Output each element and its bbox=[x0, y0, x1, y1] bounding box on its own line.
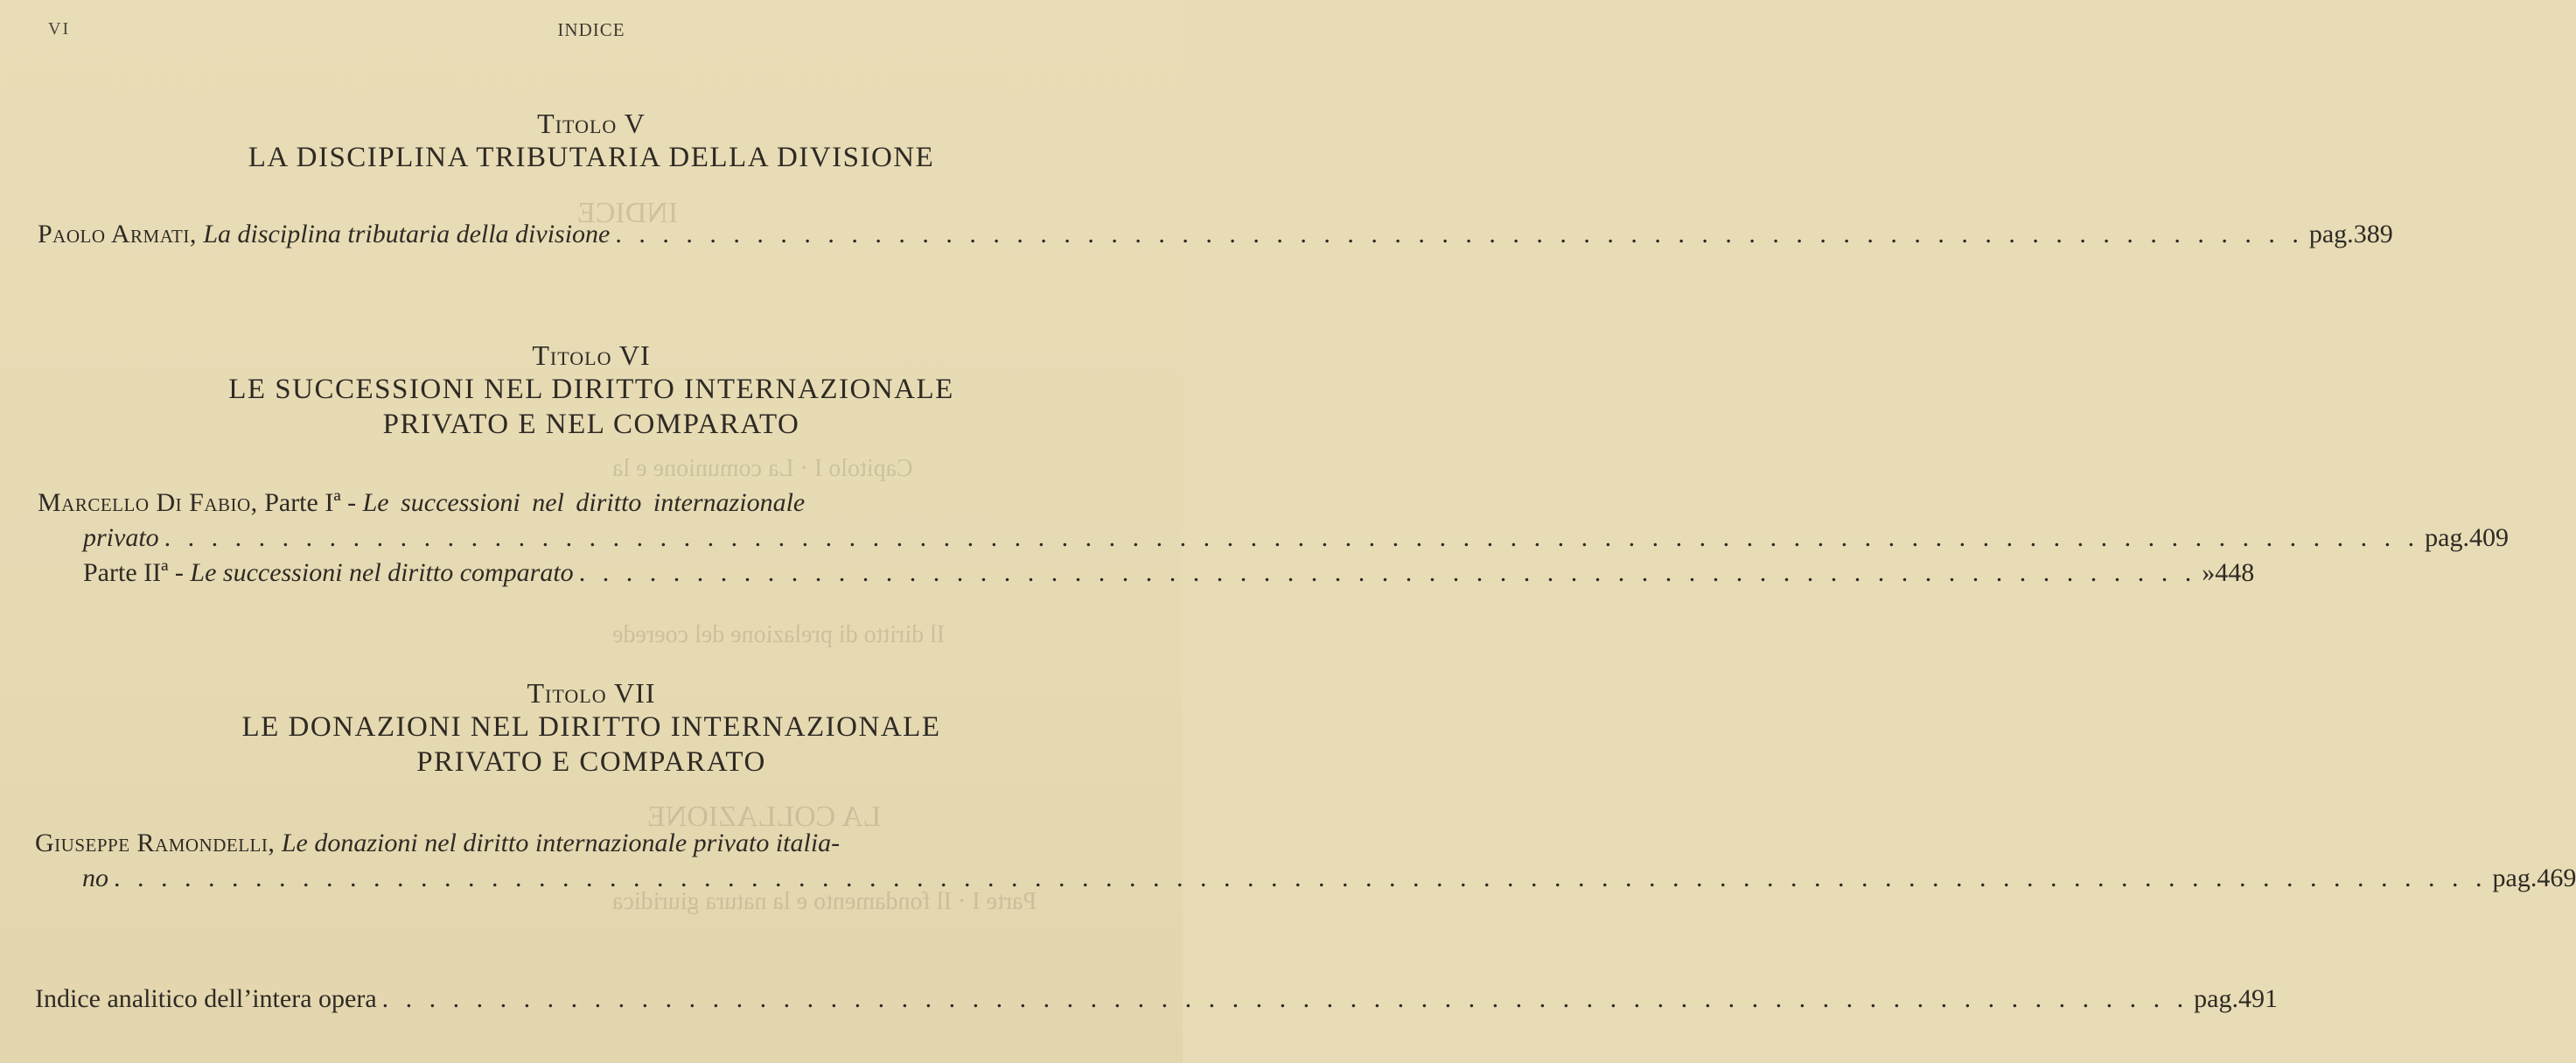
show-through: Capitolo I · La comunione e la bbox=[612, 455, 913, 482]
section-titolo-vi bbox=[0, 339, 1183, 442]
show-through: INDICE bbox=[577, 197, 679, 229]
entry-title: La disciplina tributaria della divisione bbox=[203, 220, 611, 248]
leader-dots: . . . . . . . . . . . . . . . . . . . . . . . . . . . . . . . . . . . . . . . . . . . . . . . . . . . . . . . . . . . . . . . . . . . . . . . . . . . . . . . . . . . . . . . . . . . . . . . . bbox=[164, 523, 2420, 552]
page-label: pag. bbox=[2308, 220, 2354, 248]
part-label: Parte Iª - bbox=[264, 488, 357, 517]
section-heading: LE SUCCESSIONI NEL DIRITTO INTERNAZIONALE bbox=[228, 374, 954, 405]
section-label: Titolo V bbox=[537, 108, 646, 139]
section-heading: LA DISCIPLINA TRIBUTARIA DELLA DIVISIONE bbox=[248, 142, 935, 173]
running-title: INDICE bbox=[557, 19, 625, 40]
show-through: Parte I · Il fondamento e la natura giuridica bbox=[612, 888, 1037, 915]
section-label: Titolo VII bbox=[527, 677, 656, 709]
leader-dots: . . . . . . . . . . . . . . . . . . . . . . . . . . . . . . . . . . . . . . . . . . . . . . . . . . . . . . . . . . . . . . . . . . . . . bbox=[578, 558, 2197, 587]
page-ref: 389 bbox=[2353, 220, 2393, 248]
entry-title: Indice analitico dell’intera opera bbox=[35, 984, 377, 1013]
entry-title: Le successioni nel diritto comparato bbox=[190, 558, 574, 587]
page-label: pag. bbox=[2425, 523, 2469, 552]
entry-author: Marcello Di Fabio, bbox=[38, 488, 258, 517]
section-heading: PRIVATO E COMPARATO bbox=[416, 746, 766, 778]
entry-author: Giuseppe Ramondelli, bbox=[35, 829, 276, 857]
entry-title: Le successioni nel diritto internazionale bbox=[362, 488, 806, 517]
toc-entry-indice-analitico bbox=[35, 982, 2278, 1017]
section-titolo-vii bbox=[0, 676, 1183, 780]
leader-dots: . . . . . . . . . . . . . . . . . . . . . . . . . . . . . . . . . . . . . . . . . . . . . . . . . . . . . . . . . . . . . . . . . . . . . . . . bbox=[615, 220, 2304, 248]
running-header bbox=[0, 19, 1183, 45]
entry-author: Paolo Armati, bbox=[38, 220, 197, 248]
section-heading: LE DONAZIONI NEL DIRITTO INTERNAZIONALE bbox=[241, 711, 941, 743]
section-titolo-v bbox=[0, 107, 1183, 175]
page-ref: 491 bbox=[2237, 984, 2278, 1013]
entry-title-continued: privato bbox=[83, 523, 159, 552]
page-ref: 448 bbox=[2215, 558, 2255, 587]
entry-title: Le donazioni nel diritto internazionale privato italia- bbox=[281, 829, 841, 857]
page-ref: 409 bbox=[2469, 523, 2509, 552]
part-label: Parte IIª - bbox=[83, 558, 184, 587]
leader-dots: . . . . . . . . . . . . . . . . . . . . . . . . . . . . . . . . . . . . . . . . . . . . . . . . . . . . . . . . . . . . . . . . . . . . . . . . . . . . . . . . . . . . . . . . . . . . . . . . . . . . . bbox=[114, 864, 2488, 892]
entry-title-continued: no bbox=[82, 864, 108, 892]
ditto-mark: » bbox=[2202, 558, 2216, 587]
toc-entry-armati bbox=[38, 217, 2393, 252]
page-label: pag. bbox=[2194, 984, 2238, 1013]
toc-entry-ramondelli bbox=[35, 826, 2576, 896]
page-ref: 469 bbox=[2537, 864, 2576, 892]
section-label: Titolo VI bbox=[532, 339, 651, 371]
section-heading: PRIVATO E NEL COMPARATO bbox=[382, 409, 800, 440]
toc-entry-di-fabio bbox=[38, 486, 2509, 591]
leader-dots: . . . . . . . . . . . . . . . . . . . . . . . . . . . . . . . . . . . . . . . . . . . . . . . . . . . . . . . . . . . . . . . . . . . . . . . . . . . . . bbox=[381, 984, 2189, 1013]
page-label: pag. bbox=[2492, 864, 2538, 892]
show-through: Il diritto di prelazione del coerede bbox=[612, 621, 946, 648]
show-through: LA COLLAZIONE bbox=[647, 801, 882, 833]
page-number: VI bbox=[48, 19, 71, 38]
